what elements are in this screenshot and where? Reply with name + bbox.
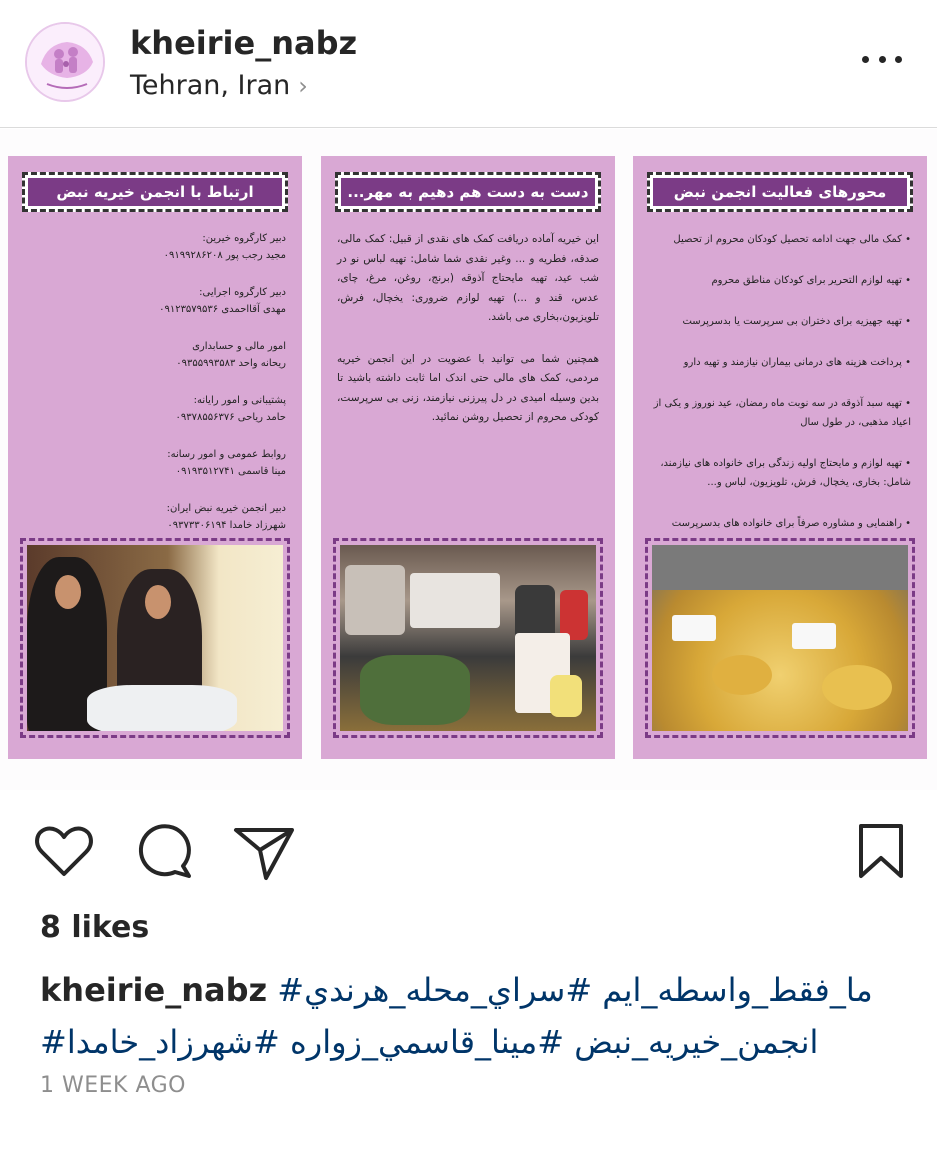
share-button[interactable] xyxy=(232,820,296,884)
contact-entry: دبیر انجمن خیریه نبض ایران: شهرزاد خامدا ۰۹۳۷۳۳۰۶۱۹۴ xyxy=(166,503,286,531)
panel-title-box xyxy=(22,172,288,212)
caption-username[interactable]: kheirie_nabz xyxy=(40,971,268,1009)
panel-title: محورهای فعالیت انجمن نبض xyxy=(653,178,907,206)
volunteers-photo xyxy=(20,538,290,738)
comment-icon xyxy=(133,820,197,884)
more-options-button[interactable] xyxy=(862,44,902,74)
caption-hashtags-line2[interactable]: #انجمن_خيريه_نبض #مينا_قاسمي_زواره #شهرزاد_خامدا xyxy=(40,1023,819,1061)
list-item: • راهنمایی و مشاوره صرفاً برای خانواده های بدسرپرست xyxy=(671,518,911,529)
avatar[interactable] xyxy=(25,22,105,102)
contact-entry: دبیر کارگروه خیرین: مجید رجب پور ۰۹۱۹۹۲۸۶۲۰۸ xyxy=(163,233,286,261)
contact-entry: روابط عمومی و امور رسانه: مینا قاسمی ۰۹۱۹۳۵۱۲۷۴۱ xyxy=(167,449,286,477)
donate-text xyxy=(337,230,599,444)
flyer-panel-activities xyxy=(633,156,927,759)
list-item: • تهیه سبد آذوقه در سه نوبت ماه رمضان، عید نوروز و یکی از اعیاد مذهبی، در طول سال xyxy=(653,398,911,428)
likes-count[interactable]: 8 likes xyxy=(40,910,150,945)
panel-title-box xyxy=(335,172,601,212)
chevron-right-icon: › xyxy=(298,72,308,100)
list-item: • کمک مالی جهت ادامه تحصیل کودکان محروم از تحصیل xyxy=(673,234,911,245)
panel-title: دست به دست هم دهیم به مهر... xyxy=(341,178,595,206)
avatar-logo xyxy=(27,24,105,102)
flyer-panel-contact xyxy=(8,156,302,759)
comment-button[interactable] xyxy=(133,820,197,884)
list-item: • پرداخت هزینه های درمانی بیماران نیازمند و تهیه دارو xyxy=(683,357,911,368)
contact-entry: دبیر کارگروه اجرایی: مهدی آقااحمدی ۰۹۱۲۳۵۷۹۵۳۶ xyxy=(159,287,286,315)
donations-photo xyxy=(333,538,603,738)
like-button[interactable] xyxy=(32,820,96,884)
food-packages-photo xyxy=(645,538,915,738)
bookmark-icon xyxy=(850,820,914,884)
post-header xyxy=(0,0,937,128)
list-item: • تهیه لوازم و مایحتاج اولیه زندگی برای خانواده های نیازمند، شامل: بخاری، یخچال، فرش، تلویزیون، لباس و... xyxy=(660,458,911,488)
list-item: • تهیه جهیزیه برای دختران بی سرپرست یا بدسرپرست xyxy=(682,316,911,327)
bookmark-button[interactable] xyxy=(850,820,914,884)
panel-title-box xyxy=(647,172,913,212)
caption-hashtags-line1[interactable]: #ما_فقط_واسطه_ايم #سراي_محله_هرندي xyxy=(277,971,873,1009)
post-image[interactable] xyxy=(0,129,937,790)
activities-list xyxy=(649,230,911,555)
contact-entry: پشتیبانی و امور رایانه: حامد ریاحی ۰۹۳۷۸۵۵۶۳۷۶ xyxy=(175,395,286,423)
membership-paragraph: همچنین شما می توانید با عضویت در این انجمن خیریه مردمی، کمک های مالی حتی اندک اما ثابت داشته باشید تا بدین وسیله امیدی در دل پیرزنی نیازمند، زنی بی سرپرست، کودکی محروم از تحصیل روشن نمائید. xyxy=(337,352,599,423)
heart-icon xyxy=(32,820,96,884)
share-icon xyxy=(232,820,296,884)
location-label[interactable]: Tehran, Iran xyxy=(130,70,291,101)
post-timestamp: 1 WEEK AGO xyxy=(40,1073,186,1098)
post-actions xyxy=(0,815,937,885)
post-caption xyxy=(40,964,900,1068)
location[interactable] xyxy=(130,70,308,101)
panel-title: ارتباط با انجمن خیریه نبض xyxy=(28,178,282,206)
contact-entry: امور مالی و حسابداری ریحانه واحد ۰۹۳۵۵۹۹۳۵۸۳ xyxy=(176,341,286,369)
more-icon xyxy=(862,56,869,63)
list-item: • تهیه لوازم التحریر برای کودکان مناطق محروم xyxy=(711,275,911,286)
contact-list xyxy=(24,230,286,534)
flyer-panel-donate xyxy=(321,156,615,759)
donate-paragraph: این خیریه آماده دریافت کمک های نقدی از قبیل: کمک مالی، صدقه، فطریه و ... وغیر نقدی شما شامل: تهیه لباس نو در شب عید، تهیه مایحتاج آذوقه (برنج، روغن، مرغ، چای، عدس، قند و ...) تهیه لوازم ضروری: یخچال، فرش، تلویزیون،بخاری می باشد. xyxy=(337,233,599,323)
username[interactable]: kheirie_nabz xyxy=(130,24,358,62)
